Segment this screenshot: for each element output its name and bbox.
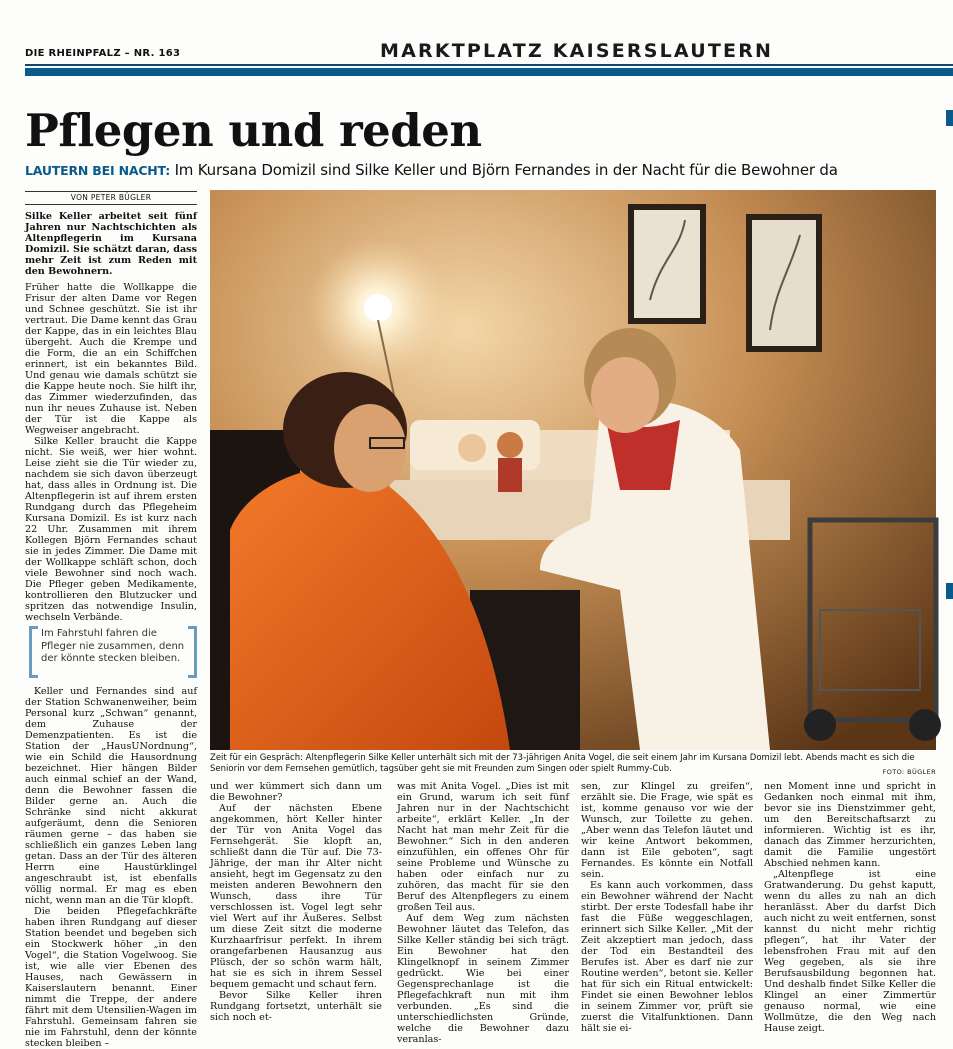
caption-text: Zeit für ein Gespräch: Altenpflegerin Silke Keller unterhält sich mit der 73-jährigen Anita Vogel, die seit einem Jahr im Kursana Domizil lebt. Abends macht es sich die Seniorin vor dem Fernsehen gemütlich, tagsüber geht sie mit Freunden zum Singen oder spielt Rummy-Cub. bbox=[210, 753, 915, 774]
pull-quote-text: Im Fahrstuhl fahren die Pfleger nie zusammen, denn der könnte stecken bleiben. bbox=[41, 628, 185, 664]
lead-paragraph: Silke Keller arbeitet seit fünf Jahren nur Nachtschichten als Altenpflegerin im Kursana Domizil. Sie schätzt daran, dass mehr Zeit ist zum Reden mit den Bewohnern. bbox=[25, 211, 197, 277]
byline-rule-bottom bbox=[25, 204, 197, 205]
paragraph: sen, zur Klingel zu greifen“, erzählt sie. Die Frage, wie spät es ist, komme genauso vor wie der Wunsch, zur Toilette zu gehen. „Aber wenn das Telefon läutet und wir keine Antwort bekommen, dann ist Eile geboten“, sagt Fernandes. Es könnte ein Notfall sein. bbox=[581, 781, 753, 880]
article-subtitle bbox=[25, 161, 838, 179]
body-column-5 bbox=[764, 781, 936, 1034]
pull-quote bbox=[25, 626, 197, 676]
article-lead bbox=[25, 211, 197, 277]
edge-marker-top bbox=[946, 110, 953, 126]
paragraph: Silke Keller braucht die Kappe nicht. Sie weiß, wer hier wohnt. Leise zieht sie die Tür wieder zu, nachdem sie sich davon überzeugt hat, dass alles in Ordnung ist. Die Altenpflegerin ist auf ihrem ersten Rundgang durch das Pflegeheim Kursana Domizil. Es ist kurz nach 22 Uhr. Zusammen mit ihrem Kollegen Björn Fernandes schaut sie in jedes Zimmer. Die Dame mit der Wollkappe schläft schon, doch viele Bewohner sind noch wach. Die Pfleger geben Medikamente, kontrollieren den Blutzucker und spritzen das notwendige Insulin, wechseln Verbände. bbox=[25, 436, 197, 623]
byline-rule-top bbox=[25, 191, 197, 192]
edge-marker-bottom bbox=[946, 583, 953, 599]
paragraph: und wer kümmert sich dann um die Bewohner? bbox=[210, 781, 382, 803]
article-photo bbox=[210, 190, 936, 750]
byline: VON PETER BÜGLER bbox=[70, 193, 152, 202]
quote-bracket-left bbox=[29, 626, 38, 678]
paragraph: Keller und Fernandes sind auf der Station Schwanenweiher, beim Personal kurz „Schwan“ genannt, dem Zuhause der Demenzpatienten. Es ist die Station der „HausUNordnung“, wie ein Schild die Hausordnung bezeichnet. Hier hängen Bilder auch einmal schief an der Wand, denn die Bewohner fassen die Bilder gerne an. Auch die Schränke sind nicht akkurat aufgeräumt, denn die Senioren räumen gerne – das haben sie schließlich ein ganzes Leben lang getan. Dass an der Tür des älteren Herrn eine Haustürklingel angeschraubt ist, ist ebenfalls völlig normal. Er mag es eben nicht, wenn man an die Tür klopft. bbox=[25, 686, 197, 906]
header-rule-thick bbox=[25, 68, 953, 76]
paragraph: Auf der nächsten Ebene angekommen, hört Keller hinter der Tür von Anita Vogel das Fernsehgerät. Sie klopft an, schließt dann die Tür auf. Die 73-Jährige, der man ihr Alter nicht ansieht, hegt im Gegensatz zu den meisten anderen Bewohnern den Wunsch, dass ihre Tür verschlossen ist. Vogel legt sehr viel Wert auf ihr Äußeres. Selbst um diese Zeit sitzt die moderne Kurzhaarfrisur perfekt. In ihrem orangefarbenen Hausanzug aus Plüsch, der so schön warm hält, hat sie es sich in ihrem Sessel bequem gemacht und schaut fern. bbox=[210, 803, 382, 990]
paragraph: Bevor Silke Keller ihren Rundgang fortsetzt, unterhält sie sich noch et- bbox=[210, 990, 382, 1023]
photo-credit: FOTO: BÜGLER bbox=[882, 768, 936, 776]
section-title: MARKTPLATZ KAISERSLAUTERN bbox=[380, 40, 774, 62]
subtitle-text: Im Kursana Domizil sind Silke Keller und Björn Fernandes in der Nacht für die Bewohner da bbox=[174, 161, 838, 179]
body-column-left-bottom bbox=[25, 686, 197, 1049]
subtitle-kicker: LAUTERN BEI NACHT: bbox=[25, 163, 170, 178]
paragraph: Früher hatte die Wollkappe die Frisur der alten Dame vor Regen und Schnee geschützt. Sie ist ihr vertraut. Die Dame kennt das Grau der Kappe, das in ein leichtes Blau übergeht. Auch die Krempe und die Form, die an ein Schiffchen erinnert, ist ein bekanntes Bild. Und genau wie damals schützt sie die Kappe heute noch. Sie hilft ihr, das Zimmer wiederzufinden, das nun ihr neues Zuhause ist. Neben der Tür ist die Kappe als Wegweiser angebracht. bbox=[25, 282, 197, 436]
body-column-2 bbox=[210, 781, 382, 1023]
article-headline: Pflegen und reden bbox=[25, 104, 482, 157]
photo-caption bbox=[210, 753, 936, 778]
paragraph: was mit Anita Vogel. „Dies ist mit ein Grund, warum ich seit fünf Jahren nur in der Nachtschicht arbeite“, erklärt Keller. „In der Nacht hat man mehr Zeit für die Bewohner.“ Sich in den anderen einzufühlen, ein offenes Ohr für seine Probleme und Wünsche zu haben oder einfach nur zu zuhören, das macht für sie den Beruf des Altenpflegers zu einem großen Teil aus. bbox=[397, 781, 569, 913]
quote-bracket-right bbox=[188, 626, 197, 678]
newspaper-issue-label: DIE RHEINPFALZ – NR. 163 bbox=[25, 48, 181, 59]
body-column-left-top bbox=[25, 282, 197, 623]
paragraph: Es kann auch vorkommen, dass ein Bewohner während der Nacht stirbt. Der erste Todesfall habe ihr fast die Füße weggeschlagen, erinnert sich Silke Keller. „Mit der Zeit akzeptiert man jedoch, dass der Tod ein Bestandteil des Berufes ist. Aber es darf nie zur Routine werden“, betont sie. Keller hat für sich ein Ritual entwickelt: Findet sie einen Bewohner leblos in seinem Zimmer vor, prüft sie zuerst die Vitalfunktionen. Dann hält sie ei- bbox=[581, 880, 753, 1034]
paragraph: nen Moment inne und spricht in Gedanken noch einmal mit ihm, bevor sie ins Dienstzimmer geht, um den Bereitschaftsarzt zu informieren. Wichtig ist es ihr, danach das Zimmer herzurichten, damit die Familie ungestört Abschied nehmen kann. bbox=[764, 781, 936, 869]
body-column-3 bbox=[397, 781, 569, 1045]
paragraph: „Altenpflege ist eine Gratwanderung. Du gehst kaputt, wenn du alles zu nah an dich heranlässt. Aber du darfst Dich auch nicht zu weit entfernen, sonst kannst du nicht mehr richtig pflegen“, hat ihr Vater der lebensfrohen Frau mit auf den Weg gegeben, als sie ihre Berufsausbildung begonnen hat. Und deshalb findet Silke Keller die Klingel an einer Zimmertür genauso normal, wie eine Wollmütze, die den Weg nach Hause zeigt. bbox=[764, 869, 936, 1034]
paragraph: Die beiden Pflegefachkräfte haben ihren Rundgang auf dieser Station beendet und begeben sich ein Stockwerk höher „in den Vogel“, die Station Vogelwoog. Sie ist, wie alle vier Ebenen des Hauses, nach Gewässern in Kaiserslautern benannt. Einer nimmt die Treppe, der andere fährt mit dem Utensilien-Wagen im Fahrstuhl. Gemeinsam fahren sie nie im Fahrstuhl, denn der könnte stecken bleiben – bbox=[25, 906, 197, 1049]
paragraph: Auf dem Weg zum nächsten Bewohner läutet das Telefon, das Silke Keller ständig bei sich trägt. Ein Bewohner hat den Klingelknopf in seinem Zimmer gedrückt. Wie bei einer Gegensprechanlage ist die Pflegefachkraft nun mit ihm verbunden. „Es sind die unterschiedlichsten Gründe, welche die Bewohner dazu veranlas- bbox=[397, 913, 569, 1045]
body-column-4 bbox=[581, 781, 753, 1034]
header-rule-thin bbox=[25, 64, 953, 66]
